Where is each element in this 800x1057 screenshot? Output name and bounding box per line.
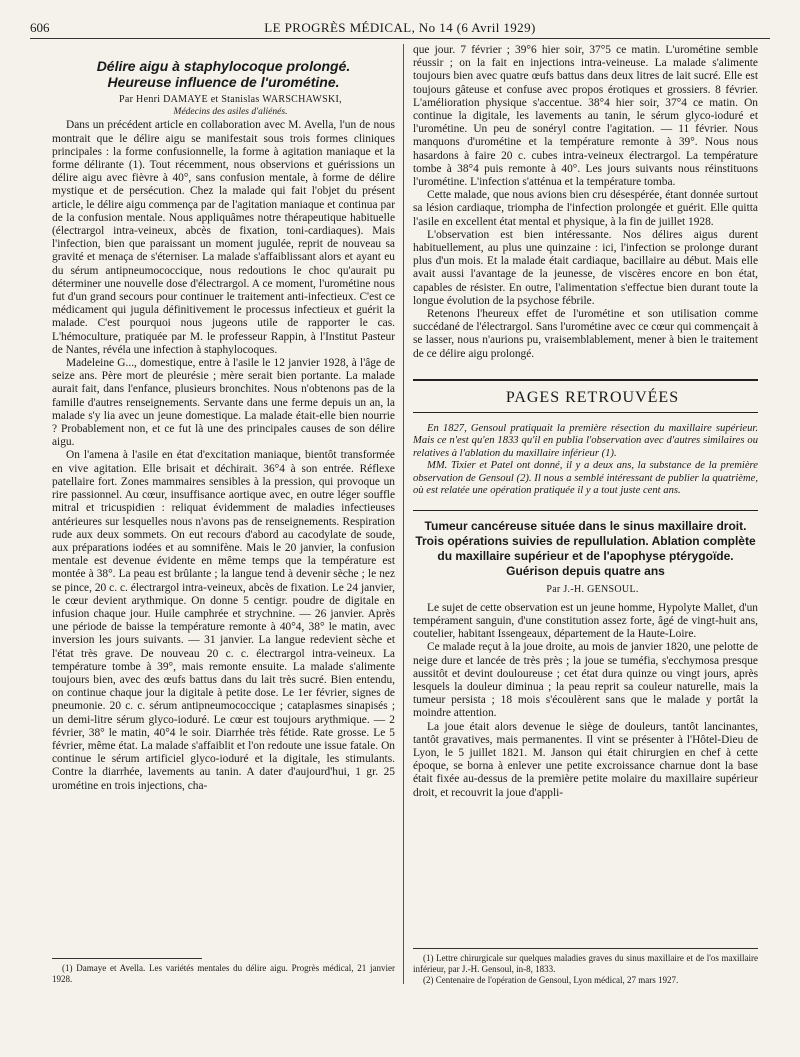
paragraph: La joue était alors devenue le siège de douleurs, tantôt lancinantes, tantôt gravatives, mais permanentes. Il vint se présenter à l'Hôtel-Dieu de Lyon, le 5 juillet 1821. M. Janson qui était chirurgien en chef à cette époque, se borna à enlever une petite excroissance charnue dont la base était fixée au-dessus de la première petite molaire du maxillaire supérieur droit, et recouvrit la joue d'appli- <box>413 720 758 799</box>
paragraph: Dans un précédent article en collaboration avec M. Avella, l'un de nous montrait que le délire aigu se manifestait sous trois formes cliniques principales : la forme confusionnelle, la forme à agitation maniaque et la forme délirante (1). Tout récemment, nous observions et guérissions un délire aigu avec fièvre à 40°, sans confusion mentale, à forme de délire mystique et de persécution. Chez la malade qui fait l'objet du présent article, le délire aigu commença par de l'agitation maniaque et continua par de la confusion mentale. Nous appliquâmes notre thérapeutique habituelle (électrargol intra-veineux, abcès de fixation, toni-cardiaques). Mais l'infection, bien que paraissant un moment jugulée, reprit de nouveau sa gravité et menaça de s'éterniser. La malade s'affaiblissant alors et ayant eu du sérum antipneumococcique, nous redoutions le choc qu'aurait pu déterminer une nouvelle dose d'électrargol. A ce moment, l'urométine nous fut d'un grand secours pour continuer le traitement anti-infectieux. C'est ce médicament qui jugula définitivement le processus infectieux et guérit la malade. C'est pourquoi nous jugeons utile de rapporter le cas. L'hémoculture, pratiquée par M. le professeur Rappin, à l'Institut Pasteur de Nantes, révéla une infection à staphylocoques. <box>52 119 395 356</box>
section-intro: En 1827, Gensoul pratiquait la première résection du maxillaire supérieur. Mais ce n'est qu'en 1833 qu'il en publia l'observation avec d'autres similaires ou relatives à l'ablation du maxillaire inférieur (1). <box>413 423 758 459</box>
section-intro: MM. Tixier et Patel ont donné, il y a deux ans, la substance de la première observation de Gensoul (2). Il nous a semblé intéressant de publier la quatrième, où est relatée une opération pratiquée il y a tout juste cent ans. <box>413 460 758 497</box>
paragraph: Madeleine G..., domestique, entre à l'asile le 12 janvier 1928, à l'âge de seize ans. Père mort de pleurésie ; mère serait bien portante. La malade aurait fait, dans l'enfance, plusieurs bronchites. Nous n'obtenons pas de la famille d'autres renseignements. Servante dans une ferme depuis un an, la malade s'y lia avec un jeune domestique. La malade était-elle bien nourrie ? Probablement non, et ce fut là une des principales causes de son délire aigu. <box>52 357 395 449</box>
article1-byline: Par Henri DAMAYE et Stanislas WARSCHAWSKI, <box>119 94 342 105</box>
paragraph: On l'amena à l'asile en état d'excitation maniaque, bientôt transformée en vive agitation. Elle brisait et déchirait. 36°4 à son entrée. Réflexe patellaire fort. Zones mammaires sensibles à la pression, qui provoque un rire passionnel. Au cœur, insuffisance aortique avec, en outre léger souffle mitral et tricuspidien : reliquat évidemment de maladies infectieuses antérieures sur lesquelles nous n'avons pas de renseignements. Respiration rude aux deux sommets. On eut recours d'abord au cacodylate de soude, aux préparations iodées et au somnifène. Mais le 20 janvier, la confusion mentale est devenue évidente en même temps que la température est montée à 38°. La peau est brûlante ; la langue tend à devenir sèche ; le nez se pince, 20 c. c. électrargol intra-veineux, abcès de fixation. Le 24 janvier, le cœur devient arythmique. On donne 5 centigr. poudre de digitale en infusion chaque jour. Huile camphrée et strychnine. — 26 janvier. Après une période de baisse la température remonte à 40°4, 38° le matin, avec inversion les jours suivants. — 31 janvier. La langue redevient sèche et l'état très grave. De nouveau 20 c. c. électrargol intra-veineux. La température tombe à 39°, mais remonte ensuite. La malade s'alimente toujours bien, avec des œufs battus dans du lait très sucré. Bien entendu, on continue chaque jour la digitale à petite dose. Le 1er février, signes de pneumonie. 20 c. c. sérum antipneumococcique ; cataplasmes sinapisés ; un demi-litre sérum glyco-ioduré. Le cœur est toujours arythmique. — 2 février, 38° le matin, 40°4 le soir. Diarrhée très fétide. Rate grosse. Le 5 février, même état. La malade s'affaiblit et l'on redoute une issue fatale. On continue le sérum artificiel glyco-ioduré et la digitale, les stimulants. Contre la diarrhée, lavements au tanin. A dater d'aujourd'hui, 1 gr. 25 urométine en trois injections, cha- <box>52 449 395 792</box>
article1-title-line2: Heureuse influence de l'urométine. <box>107 74 340 90</box>
section-rule <box>413 379 758 381</box>
paragraph: Cette malade, que nous avions bien cru désespérée, étant donnée surtout sa lésion cardiaque, triompha de l'infection prolongée et guérit. Elle quitta l'asile en excellent état mental et physique, à la fin de juillet 1928. <box>413 189 758 228</box>
paragraph: que jour. 7 février ; 39°6 hier soir, 37°5 ce matin. L'urométine semble réussir ; on la fait en injections intra-veineuse. La malade s'alimente toujours bien avec quatre œufs battus dans deux litres de lait sucré. Elle est toujours gâteuse et confuse avec propos érotiques et grossiers. 8 février. L'amélioration physique s'accentue. 38°4 hier soir, 37°4 ce matin. On continue la digitale, les lavements au tanin, le sérum glyco-ioduré et l'urométine. Un peu de sonéryl contre l'agitation. — 11 février. Nous manquons d'urométine et la température remonte à 39°. Nous nous hasardons à faire 20 c. cubes intra-veineux électrargol. La température tombe à 38°4 puis remonte à 40°. Les jours suivants nous réinstituons l'urométine. L'infection s'atténua et la température tomba. <box>413 44 758 189</box>
footnote: (1) Damaye et Avella. Les variétés mentales du délire aigu. Progrès médical, 21 janvier 1928. <box>52 963 395 984</box>
left-footnotes <box>52 958 395 985</box>
article1-title-line1: Délire aigu à staphylocoque prolongé. <box>96 58 351 74</box>
right-footnotes <box>413 948 758 986</box>
page-number: 606 <box>30 20 50 35</box>
footnote: (2) Centenaire de l'opération de Gensoul, Lyon médical, 27 mars 1927. <box>423 975 679 985</box>
article1-affiliation: Médecins des asiles d'aliénés. <box>173 107 288 118</box>
section-rule <box>413 412 758 413</box>
article2-title: Tumeur cancéreuse située dans le sinus maxillaire droit. Trois opérations suivies de repullulation. Ablation complète du maxillaire supérieur et de l'apophyse ptérygoïde. Guérison depuis quatre ans <box>413 510 758 579</box>
footnote-rule <box>413 948 758 949</box>
article1-title <box>52 58 395 90</box>
footnote: (1) Lettre chirurgicale sur quelques maladies graves du sinus maxillaire et de l'os maxillaire inférieur, par J.-H. Gensoul, in-8, 1833. <box>413 953 758 974</box>
paragraph: Le sujet de cette observation est un jeune homme, Hypolyte Mallet, d'un tempérament sanguin, d'une constitution assez forte, âgé de vingt-huit ans, coutelier, habitant Issengeaux, département de la Haute-Loire. <box>413 601 758 641</box>
journal-title: LE PROGRÈS MÉDICAL, No 14 (6 Avril 1929) <box>264 20 536 35</box>
paragraph: Retenons l'heureux effet de l'urométine et son utilisation comme succédané de l'électrargol. Sans l'urométine avec ce cœur qui commençait à se lasser, nous n'aurions pu, vraisemblablement, mener à bien le traitement de ce délire aigu prolongé. <box>413 308 758 360</box>
article2-byline: Par J.-H. GENSOUL. <box>546 583 639 595</box>
paragraph: Ce malade reçut à la joue droite, au mois de janvier 1820, une pelotte de neige dure et lancée de très près ; la joue se tuméfia, s'ecchymosa presque aussitôt et devint douloureuse ; cet état dura quinze ou vingt jours, après lesquels la douleur diminua ; la peau reprit sa couleur naturelle, mais la tumeur persista ; 18 mois s'écoulèrent sans que le malade y portât la moindre attention. <box>413 641 758 720</box>
left-column <box>52 58 395 793</box>
section-title: PAGES RETROUVÉES <box>505 388 680 406</box>
right-column <box>413 44 758 800</box>
running-header <box>30 18 770 39</box>
column-divider <box>403 44 404 984</box>
paragraph: L'observation est bien intéressante. Nos délires aigus durent habituellement, au plus une quinzaine : ici, l'infection se prolonge durant plus d'un mois. Et la malade était cardiaque, bacillaire au début. Mais elle avait aussi l'avantage de la jeunesse, de viscères encore en bon état, capables de résister. En outre, l'alimentation s'effectue bien durant toute la longue évolution de la psychose fébrile. <box>413 228 758 307</box>
footnote-rule <box>52 958 202 959</box>
